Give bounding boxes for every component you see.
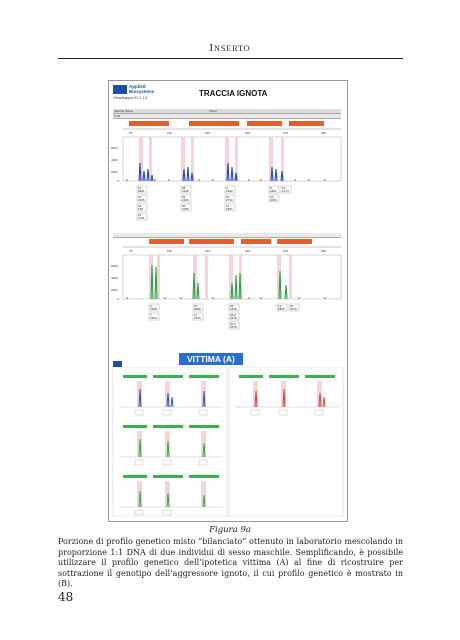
svg-text:15: 15 [138, 204, 142, 208]
svg-text:4000: 4000 [111, 276, 118, 280]
figure-electropherogram [108, 80, 348, 522]
svg-text:5178: 5178 [230, 316, 237, 320]
svg-text:1867: 1867 [226, 207, 233, 211]
y-ticks-blue [111, 146, 119, 183]
svg-text:6860: 6860 [278, 307, 285, 311]
svg-text:8: 8 [270, 186, 272, 190]
svg-text:6000: 6000 [111, 146, 118, 150]
svg-text:2183: 2183 [182, 198, 189, 202]
svg-text:450: 450 [321, 131, 327, 135]
marker-bin-d3 [149, 239, 184, 244]
row-label-panel: Panel [209, 109, 217, 113]
svg-text:11: 11 [226, 204, 230, 208]
svg-text:3155: 3155 [138, 198, 145, 202]
svg-text:9: 9 [226, 186, 228, 190]
x-ticks-green [129, 249, 326, 253]
svg-text:225: 225 [205, 131, 211, 135]
logo-brand-line1: Applied [129, 84, 146, 89]
svg-text:300: 300 [245, 131, 251, 135]
svg-text:2000: 2000 [111, 170, 118, 174]
marker-bin-d21 [189, 121, 239, 126]
svg-text:26.2: 26.2 [230, 313, 236, 317]
panel-vittima [109, 353, 347, 521]
svg-text:3763: 3763 [194, 316, 201, 320]
panel-title-traccia: TRACCIA IGNOTA [199, 89, 268, 98]
applied-biosystems-logo [113, 85, 153, 105]
figure-caption: Figura 9a [209, 525, 251, 535]
svg-text:16: 16 [138, 213, 142, 217]
svg-text:150: 150 [167, 249, 173, 253]
svg-text:75: 75 [129, 249, 133, 253]
svg-text:10: 10 [226, 195, 230, 199]
svg-text:20: 20 [290, 304, 294, 308]
svg-text:8261: 8261 [138, 189, 145, 193]
svg-text:12: 12 [282, 186, 286, 190]
svg-text:28: 28 [182, 186, 186, 190]
svg-text:375: 375 [283, 249, 289, 253]
caption-body: Porzione di profilo genetico misto “bilanciato” ottenuto in laboratorio mescolando in proporzione 1:1 DNA di due individui di sesso maschile. Semplificando, è possibile utilizzare il profilo genetico dell’ipotetica vittima (A) al fine di ricostruire per sottrazione il genotipo dell’aggressore ignoto, il cui profilo genetico è mostrato in (B). [58, 537, 403, 588]
marker-bin-th01 [189, 239, 234, 244]
svg-text:198: 198 [138, 207, 144, 211]
marker-bin-d7 [247, 121, 282, 126]
svg-text:17: 17 [194, 313, 198, 317]
svg-text:2190: 2190 [226, 189, 233, 193]
panel-title-vittima: VITTIMA (A) [179, 353, 243, 365]
svg-text:300: 300 [245, 249, 251, 253]
svg-text:0: 0 [117, 297, 119, 301]
svg-text:7504: 7504 [150, 316, 157, 320]
svg-text:150: 150 [167, 131, 173, 135]
vittima-electropherograms [109, 367, 347, 517]
marker-bin-d8 [129, 121, 169, 126]
marker-bin-d16 [277, 239, 312, 244]
svg-text:2719: 2719 [226, 198, 233, 202]
svg-text:1831: 1831 [270, 189, 277, 193]
svg-text:375: 375 [283, 131, 289, 135]
svg-text:1761: 1761 [138, 216, 145, 220]
svg-text:14: 14 [138, 195, 142, 199]
svg-text:13: 13 [278, 304, 282, 308]
running-header: Inserto [209, 42, 251, 54]
svg-text:6000: 6000 [111, 264, 118, 268]
ab-logo-icon [113, 85, 127, 94]
svg-text:Y: Y [150, 313, 153, 317]
svg-text:30.2: 30.2 [230, 322, 236, 326]
header-rule [58, 58, 403, 59]
svg-text:2139: 2139 [182, 189, 189, 193]
svg-text:25: 25 [230, 304, 234, 308]
svg-text:9066: 9066 [194, 307, 201, 311]
svg-text:7698: 7698 [150, 307, 157, 311]
electropherogram-blue [109, 119, 347, 249]
svg-text:450: 450 [321, 249, 327, 253]
page-number: 48 [58, 590, 74, 604]
allele-labels-green [149, 304, 299, 329]
svg-text:16: 16 [194, 304, 198, 308]
svg-text:30: 30 [182, 204, 186, 208]
marker-bin-csf [289, 121, 324, 126]
allele-labels-blue [137, 186, 291, 220]
svg-text:X: X [150, 304, 153, 308]
svg-text:2054: 2054 [270, 198, 277, 202]
electropherogram-green [109, 237, 347, 352]
svg-text:0: 0 [117, 179, 119, 183]
marker-bin-d13 [241, 239, 271, 244]
svg-text:29: 29 [182, 195, 186, 199]
svg-text:5675: 5675 [230, 325, 237, 329]
svg-text:10: 10 [270, 195, 274, 199]
svg-text:2970: 2970 [290, 307, 297, 311]
software-name: GeneMapper ID-X 1.4 [113, 96, 148, 100]
panel-traccia-ignota [109, 81, 347, 351]
logo-brand-line2: Biosystems [129, 89, 155, 94]
svg-text:225: 225 [205, 249, 211, 253]
row-label-sample: Sample Name [114, 109, 134, 113]
x-ticks-blue [129, 131, 326, 135]
svg-text:75: 75 [129, 131, 133, 135]
svg-text:2316: 2316 [230, 307, 237, 311]
row-label-dye: DYE [114, 114, 121, 118]
svg-text:13: 13 [138, 186, 142, 190]
svg-text:1374: 1374 [282, 189, 289, 193]
y-ticks-green [111, 264, 119, 301]
svg-text:4000: 4000 [111, 158, 118, 162]
svg-text:2185: 2185 [182, 207, 189, 211]
svg-text:2000: 2000 [111, 288, 118, 292]
